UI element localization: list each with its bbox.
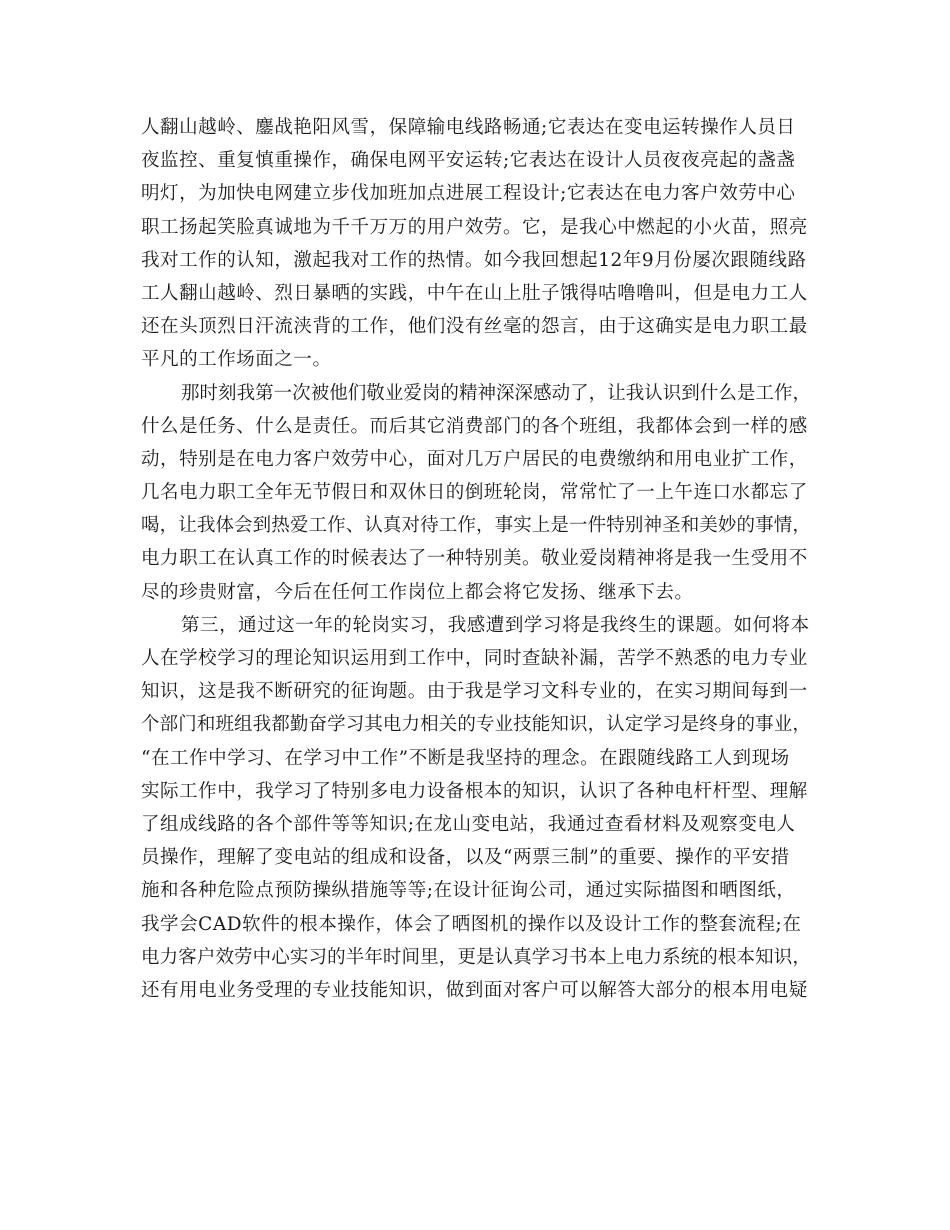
text-line: 什么是任务、什么是责任。而后其它消费部门的各个班组，我都体会到一样的感 xyxy=(141,415,808,437)
text-line: 明灯，为加快电网建立步伐加班加点进展工程设计;它表达在电力客户效劳中心 xyxy=(141,183,796,205)
text-line: 职工扬起笑脸真诚地为千千万万的用户效劳。它，是我心中燃起的小火苗，照亮 xyxy=(141,216,808,238)
text-line: 员操作，理解了变电站的组成和设备，以及“两票三制”的重要、操作的平安措 xyxy=(141,847,790,869)
text-line: 电力职工在认真工作的时候表达了一种特别美。敬业爱岗精神将是我一生受用不 xyxy=(141,548,808,570)
text-line: 夜监控、重复慎重操作，确保电网平安运转;它表达在设计人员夜夜亮起的盏盏 xyxy=(141,150,796,172)
text-line: “在工作中学习、在学习中工作”不断是我坚持的理念。在跟随线路工人到现场 xyxy=(141,747,790,769)
text-line: 动，特别是在电力客户效劳中心，面对几万户居民的电费缴纳和用电业扩工作， xyxy=(141,448,808,470)
document-body xyxy=(141,111,811,1007)
text-line: 尽的珍贵财富，今后在任何工作岗位上都会将它发扬、继承下去。 xyxy=(141,581,694,603)
text-line: 我学会CAD软件的根本操作，体会了晒图机的操作以及设计工作的整套流程;在 xyxy=(141,913,802,935)
text-line: 还在头顶烈日汗流浃背的工作，他们没有丝毫的怨言，由于这确实是电力职工最 xyxy=(141,316,808,338)
text-line: 人翻山越岭、鏖战艳阳风雪，保障输电线路畅通;它表达在变电运转操作人员日 xyxy=(141,117,796,138)
text-line: 个部门和班组我都勤奋学习其电力相关的专业技能知识，认定学习是终身的事业， xyxy=(141,714,811,736)
text-line: 喝，让我体会到热爱工作、认真对待工作，事实上是一件特别神圣和美妙的事情， xyxy=(141,515,811,537)
text-line: 工人翻山越岭、烈日暴晒的实践，中午在山上肚子饿得咕噜噜叫，但是电力工人 xyxy=(141,282,808,304)
text-line: 知识，这是我不断研究的征询题。由于我是学习文科专业的，在实习期间每到一 xyxy=(141,681,808,703)
text-line: 电力客户效劳中心实习的半年时间里，更是认真学习书本上电力系统的根本知识， xyxy=(141,946,811,968)
text-line: 还有用电业务受理的专业技能知识，做到面对客户可以解答大部分的根本用电疑 xyxy=(141,979,808,1001)
text-line: 平凡的工作场面之一。 xyxy=(141,349,332,371)
text-line: 了组成线路的各个部件等等知识;在龙山变电站，我通过查看材料及观察变电人 xyxy=(141,813,796,835)
text-line: 人在学校学习的理论知识运用到工作中，同时查缺补漏，苦学不熟悉的电力专业 xyxy=(141,648,808,669)
text-line: 施和各种危险点预防操纵措施等等;在设计征询公司，通过实际描图和晒图纸， xyxy=(141,880,796,902)
text-line: 实际工作中，我学习了特别多电力设备根本的知识，认识了各种电杆杆型、理解 xyxy=(141,780,808,802)
paragraph-first-line: 那时刻我第一次被他们敬业爱岗的精神深深感动了，让我认识到什么是工作， xyxy=(181,382,812,404)
text-line: 几名电力职工全年无节假日和双休日的倒班轮岗，常常忙了一上午连口水都忘了 xyxy=(141,482,808,504)
text-line: 我对工作的认知，激起我对工作的热情。如今我回想起12年9月份屡次跟随线路 xyxy=(141,249,807,271)
paragraph-first-line: 第三，通过这一年的轮岗实习，我感遭到学习将是我终生的课题。如何将本 xyxy=(181,614,810,636)
